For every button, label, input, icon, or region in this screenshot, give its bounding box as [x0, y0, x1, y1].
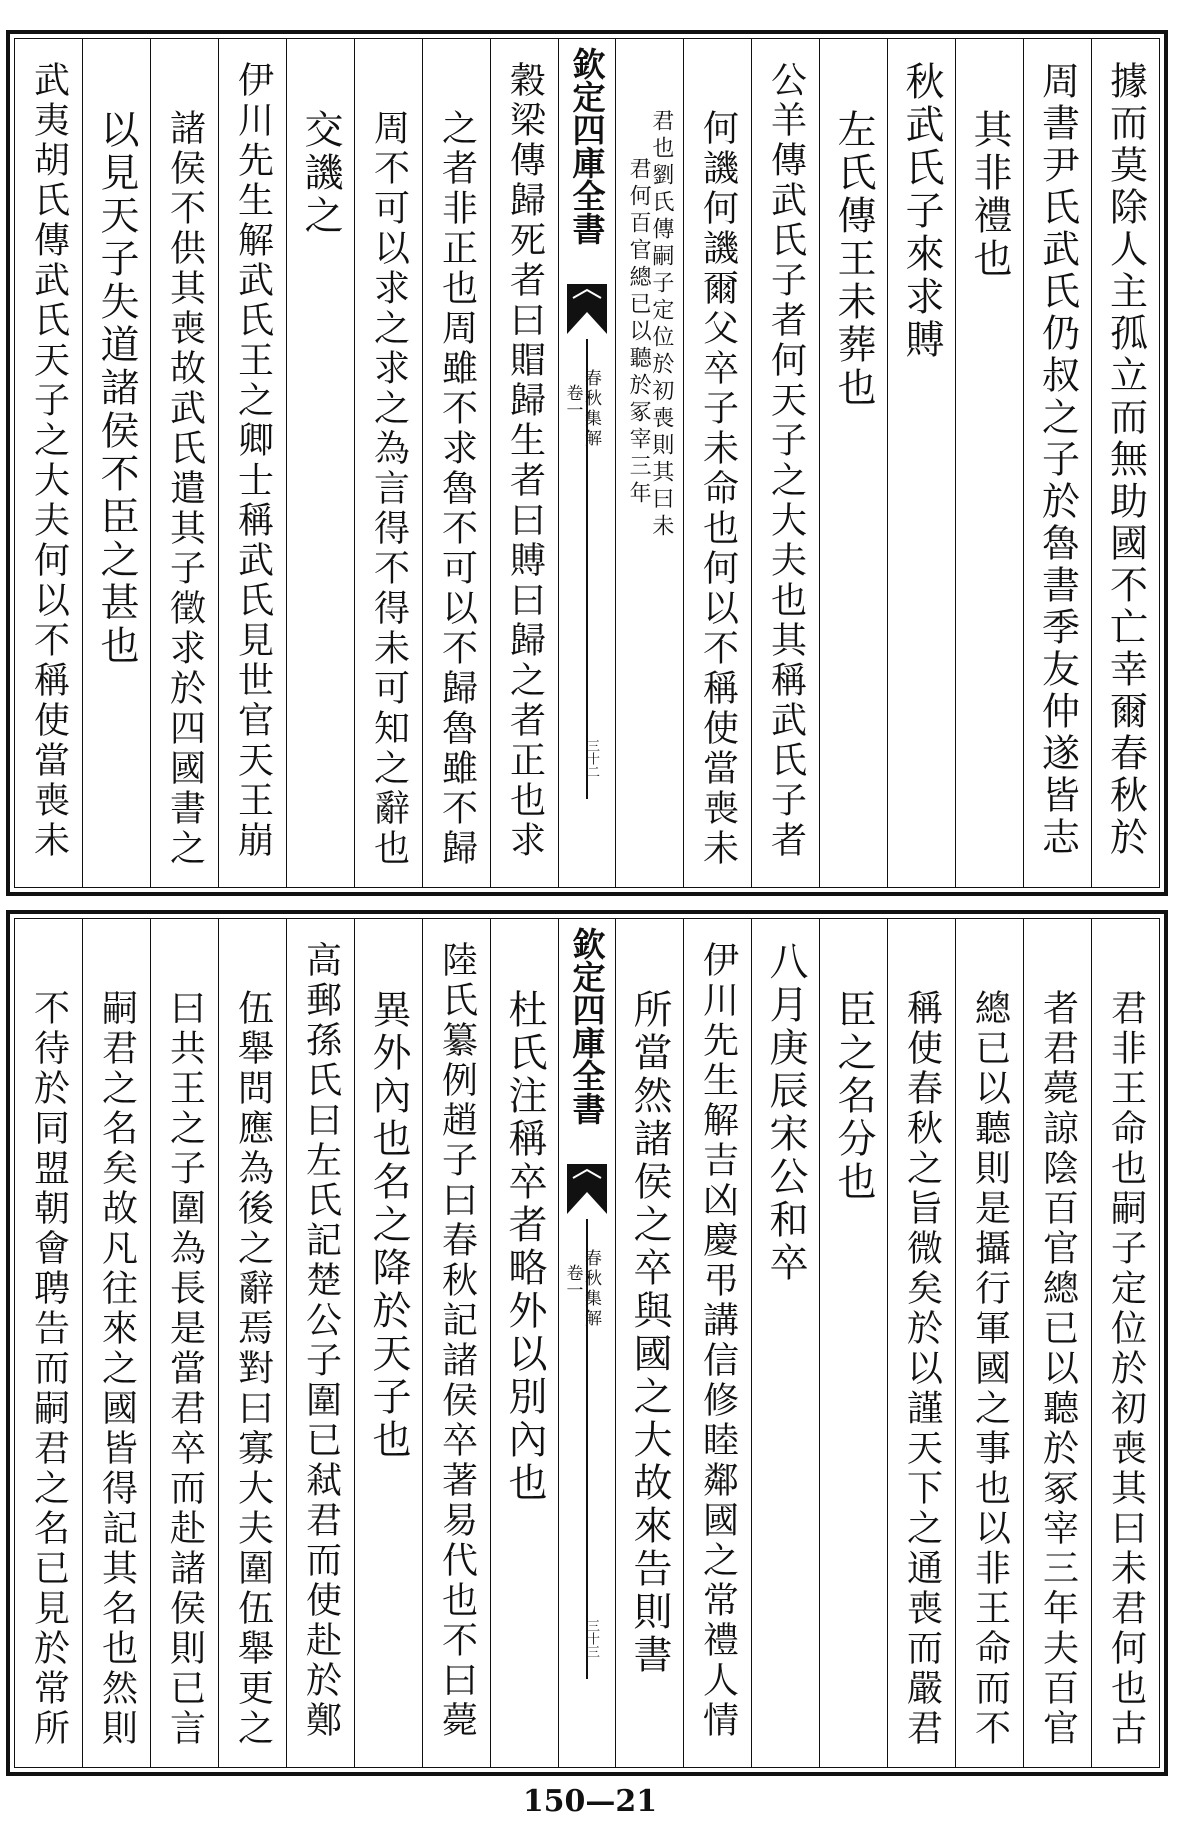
book-title: 春秋集解	[580, 1249, 601, 1329]
text-column	[286, 919, 354, 1767]
lower-page-columns	[14, 918, 1160, 1768]
fish-tail-mark-icon	[567, 1164, 607, 1214]
text-line: 異外內也名之降於天子也	[366, 989, 411, 1462]
volume-label: 卷一	[562, 1264, 583, 1298]
text-line: 所當然諸侯之卒與國之大故來告則書	[627, 989, 672, 1677]
text-line: 周書尹氏武氏仍叔之子於魯書季友仲遂皆志	[1035, 61, 1080, 859]
text-line: 杜氏注稱卒者略外以別內也	[502, 989, 547, 1505]
book-title: 春秋集解	[580, 369, 601, 449]
text-column	[15, 39, 82, 887]
text-column	[819, 39, 887, 887]
leaf-number: 三十二	[583, 739, 599, 778]
text-column	[751, 919, 819, 1767]
text-column	[490, 39, 558, 887]
text-line: 伍舉問應為後之辭焉對曰寡大夫圍伍舉更之	[232, 989, 274, 1749]
page-footer-number: 150—21	[522, 1784, 658, 1819]
text-column	[218, 39, 286, 887]
text-column	[422, 919, 490, 1767]
text-line: 君非王命也嗣子定位於初喪其曰未君何也古	[1105, 989, 1147, 1749]
text-line: 據而莫除人主孤立而無助國不亡幸爾春秋於	[1103, 61, 1148, 859]
text-line: 高郵孫氏曰左氏記楚公子圍已弒君而使赴於鄭	[300, 941, 342, 1741]
upper-page-columns	[14, 38, 1160, 888]
collection-title: 欽定四庫全書	[567, 927, 607, 1125]
text-column	[286, 39, 354, 887]
annotation-line: 君何百官總已以聽於冢宰三年	[626, 157, 652, 508]
text-line: 公羊傳武氏子者何天子之大夫也其稱武氏子者	[765, 61, 807, 861]
annotation-line: 君也劉氏傳嗣子定位於初喪則其曰未	[648, 109, 674, 541]
text-column	[1091, 919, 1159, 1767]
text-line: 諸侯不供其喪故武氏遣其子徵求於四國書之	[164, 109, 206, 869]
text-column	[422, 39, 490, 887]
text-column	[955, 919, 1023, 1767]
text-line: 其非禮也	[967, 109, 1012, 281]
collection-title: 欽定四庫全書	[567, 47, 607, 245]
text-column	[150, 919, 218, 1767]
volume-label: 卷一	[562, 384, 583, 418]
text-column	[150, 39, 218, 887]
text-column	[887, 39, 955, 887]
text-column	[354, 919, 422, 1767]
center-fold-label	[558, 39, 615, 887]
text-column	[218, 919, 286, 1767]
text-column	[1023, 39, 1091, 887]
text-line: 秋武氏子來求賻	[899, 61, 944, 362]
text-column	[1091, 39, 1159, 887]
text-line: 何譏何譏爾父卒子未命也何以不稱使當喪未	[697, 109, 739, 869]
text-column	[354, 39, 422, 887]
text-line: 左氏傳王未葬也	[831, 109, 876, 410]
text-line: 臣之名分也	[831, 989, 876, 1204]
text-line: 不待於同盟朝會聘告而嗣君之名已見於常所	[28, 989, 70, 1749]
text-line: 總已以聽則是攝行軍國之事也以非王命而不	[969, 989, 1011, 1749]
text-column	[819, 919, 887, 1767]
text-line: 嗣君之名矣故凡往來之國皆得記其名也然則	[96, 989, 138, 1749]
text-column	[1023, 919, 1091, 1767]
text-column	[15, 919, 82, 1767]
upper-page	[6, 30, 1168, 896]
text-line: 以見天子失道諸侯不臣之甚也	[94, 109, 139, 668]
text-line: 之者非正也周雖不求魯不可以不歸魯雖不歸	[436, 109, 478, 869]
text-line: 伊川先生解武氏王之卿士稱武氏見世官天王崩	[232, 61, 274, 861]
text-line: 穀梁傳歸死者曰賵歸生者曰賻曰歸之者正也求	[504, 61, 546, 861]
text-column	[82, 919, 150, 1767]
text-column	[490, 919, 558, 1767]
text-line: 八月庚辰宋公和卒	[763, 941, 808, 1285]
text-line: 曰共王之子圍為長是當君卒而赴諸侯則已言	[164, 989, 206, 1749]
text-column	[887, 919, 955, 1767]
text-line: 伊川先生解吉凶慶弔講信修睦鄰國之常禮人情	[697, 941, 739, 1741]
lower-page	[6, 910, 1168, 1776]
text-line: 陸氏纂例趙子曰春秋記諸侯卒著易代也不曰薨	[436, 941, 478, 1741]
fish-tail-mark-icon	[567, 284, 607, 334]
annotation-column	[615, 39, 683, 887]
text-column	[683, 919, 751, 1767]
text-line: 稱使春秋之旨微矣於以謹天下之通喪而嚴君	[901, 989, 943, 1749]
text-line: 交譏之	[298, 109, 343, 238]
leaf-number: 三十三	[583, 1619, 599, 1658]
text-column	[751, 39, 819, 887]
text-column	[82, 39, 150, 887]
text-line: 周不可以求之求之為言得不得未可知之辭也	[368, 109, 410, 869]
text-column	[955, 39, 1023, 887]
text-column	[615, 919, 683, 1767]
center-fold-label	[558, 919, 615, 1767]
text-line: 武夷胡氏傳武氏天子之大夫何以不稱使當喪未	[28, 61, 70, 861]
text-line: 者君薨諒陰百官總已以聽於冢宰三年夫百官	[1037, 989, 1079, 1749]
text-column	[683, 39, 751, 887]
